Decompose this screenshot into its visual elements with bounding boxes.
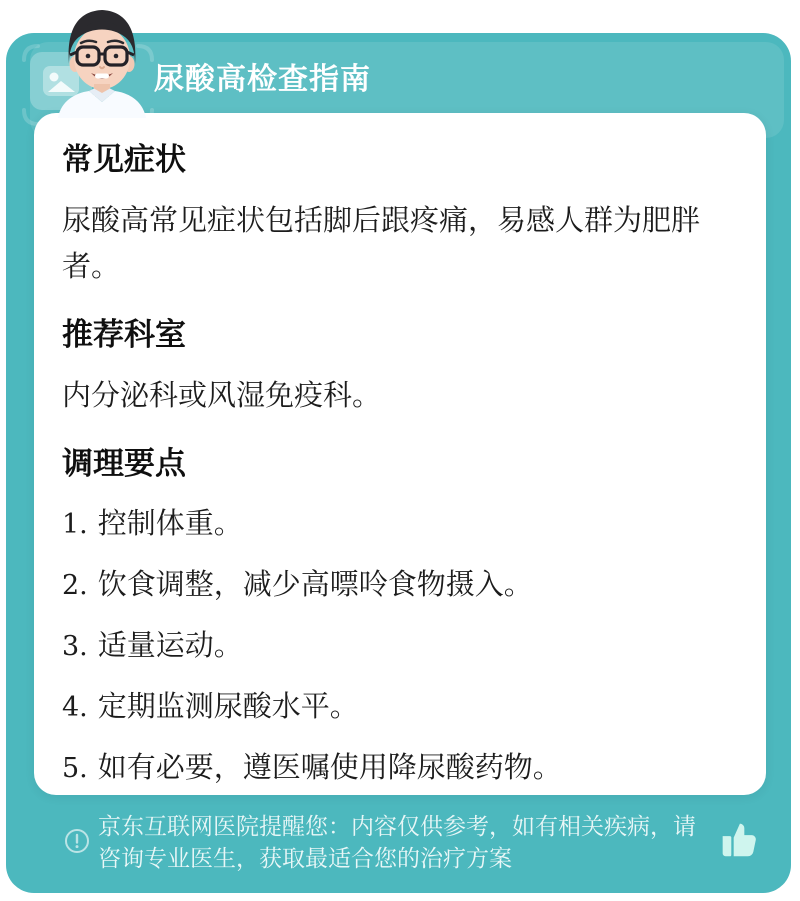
thumbs-up-icon[interactable] [714, 816, 762, 862]
list-item-number: 2. [62, 570, 88, 602]
list-item [62, 745, 738, 792]
list-item-number: 1. [62, 509, 88, 541]
list-item [62, 501, 738, 548]
content-card [34, 113, 766, 795]
symptoms-text: 尿酸高常见症状包括脚后跟疼痛，易感人群为肥胖者。 [62, 204, 701, 283]
list-item-number: 3. [62, 631, 88, 663]
list-item-text: 饮食调整，减少高嘌呤食物摄入。 [97, 569, 533, 602]
list-item-text: 如有必要，遵医嘱使用降尿酸药物。 [97, 752, 562, 785]
list-item-text: 适量运动。 [97, 630, 243, 663]
section-heading-symptoms: 常见症状 [62, 142, 186, 177]
list-item-number: 4. [62, 692, 88, 724]
list-item-text: 定期监测尿酸水平。 [97, 691, 359, 724]
list-item-text: 控制体重。 [97, 508, 243, 541]
disclaimer-text: 京东互联网医院提醒您：内容仅供参考，如有相关疾病，请咨询专业医生，获取最适合您的治疗方案 [98, 813, 696, 871]
page-title: 尿酸高检查指南 [154, 63, 371, 96]
list-item [62, 562, 738, 609]
care-points-list [62, 501, 738, 792]
section-heading-care-points: 调理要点 [62, 445, 186, 481]
list-item [62, 684, 738, 731]
disclaimer-footer [64, 810, 714, 874]
department-text: 内分泌科或风湿免疫科。 [62, 379, 382, 412]
info-icon [64, 828, 90, 854]
list-item-number: 5. [62, 753, 88, 785]
list-item [62, 623, 738, 670]
info-icon-wrap [64, 828, 98, 859]
section-heading-department: 推荐科室 [62, 316, 186, 352]
doctor-avatar [42, 6, 162, 118]
